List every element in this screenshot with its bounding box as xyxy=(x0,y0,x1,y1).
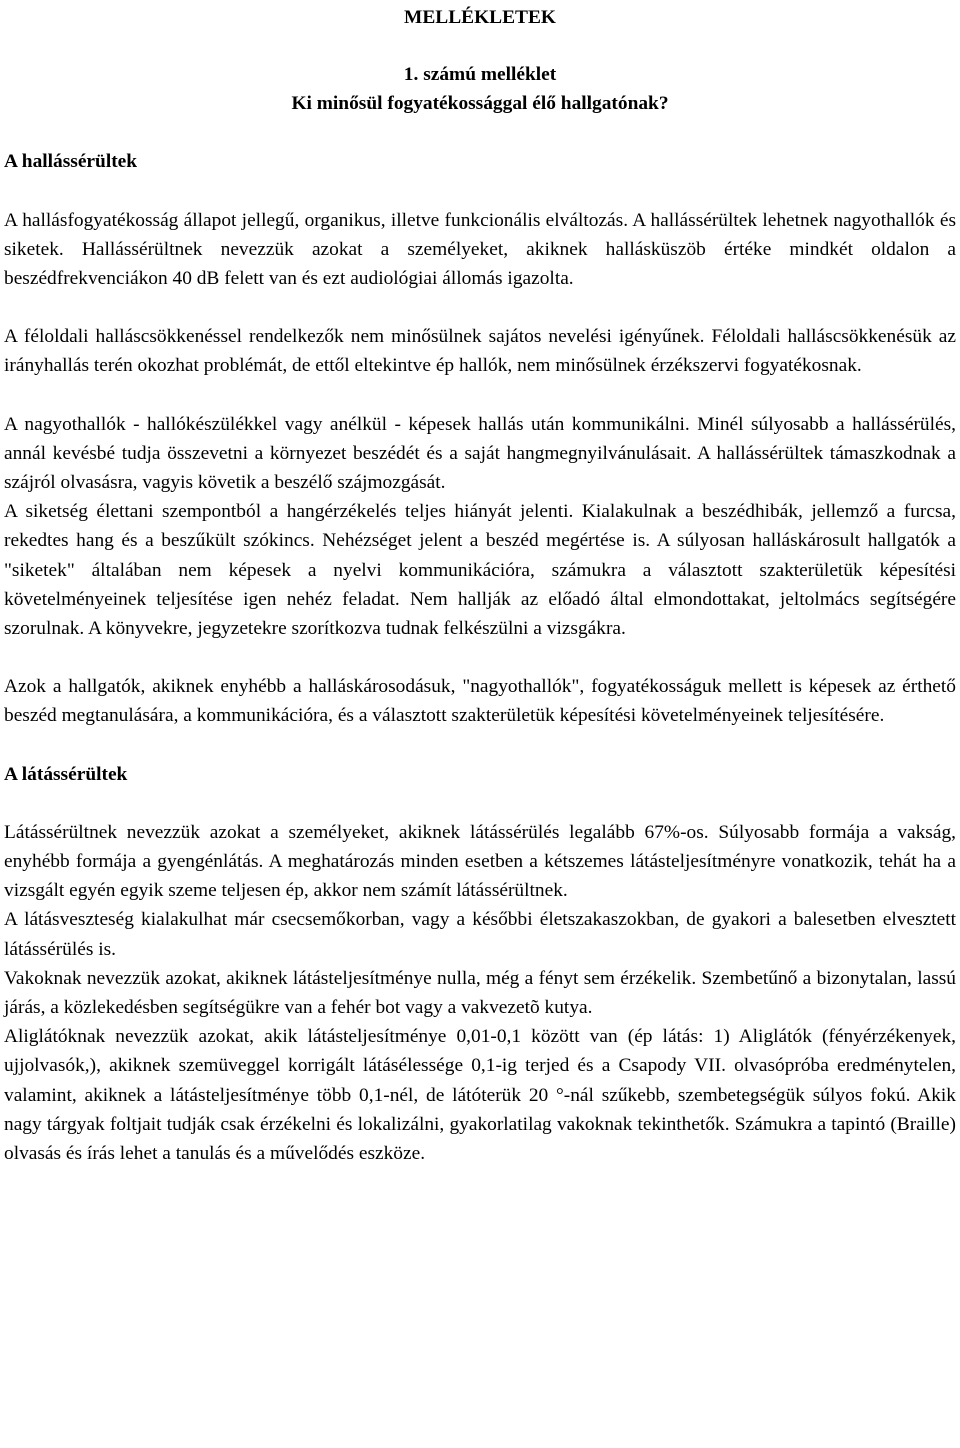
document-title: MELLÉKLETEK xyxy=(404,7,556,28)
annex-question: Ki minősül fogyatékossággal élő hallgatónak? xyxy=(291,93,669,115)
paragraph: Vakoknak nevezzük azokat, akiknek látásteljesítménye nulla, még a fényt sem érzékelik. Szembetűnő a bizonytalan, lassú járás, a közlekedésben segítségükre van a fehér bot vagy a vakvezetõ kutya. xyxy=(4,967,956,1019)
document-page xyxy=(4,0,956,1168)
paragraph: A féloldali halláscsökkenéssel rendelkezők nem minősülnek sajátos nevelési igényűnek. Féloldali halláscsökkenésük az irányhallás terén okozhat problémát, de ettől eltekintve ép hallók, nem minősülnek érzékszervi fogyatékosnak. xyxy=(4,326,956,377)
section-heading-hearing: A hallássérültek xyxy=(4,151,138,173)
paragraph: A látásveszteség kialakulhat már csecsemőkorban, vagy a későbbi életszakaszokban, de gyakori a balesetben elvesztett látássérülés is. xyxy=(4,909,956,960)
spacer xyxy=(4,731,956,760)
annex-heading xyxy=(4,60,956,118)
spacer xyxy=(4,643,956,672)
spacer xyxy=(4,381,956,410)
paragraph: A nagyothallók - hallókészülékkel vagy anélkül - képesek hallás után kommunikálni. Minél súlyosabb a hallássérülés, annál kevésbé tudja összevetni a környezet beszédét és a saját hangmegnyilvánulásait. A hallássérültek támaszkodnak a szájról olvasásra, vagyis követik a beszélő szájmozgását. xyxy=(4,413,956,494)
spacer xyxy=(4,177,956,206)
paragraph: A hallásfogyatékosság állapot jellegű, organikus, illetve funkcionális elváltozás. A hallássérültek lehetnek nagyothallók és siketek. Hallássérültnek nevezzük azokat a személyeket, akiknek hallásküszöb értéke mindkét oldalon a beszédfrekvenciákon 40 dB felett van és ezt audiológiai állomás igazolta. xyxy=(4,209,956,290)
annex-number: 1. számú melléklet xyxy=(403,64,557,85)
spacer xyxy=(4,789,956,818)
spacer xyxy=(4,293,956,322)
section-heading-vision: A látássérültek xyxy=(4,763,128,785)
paragraph: Aliglátóknak nevezzük azokat, akik látásteljesítménye 0,01-0,1 között van (ép látás: 1) Aliglátók (fényérzékenyek, ujjolvasók,), akiknek szemüveggel korrigált látásélessége 0,1-ig terjed és a Csapody VII. olvasópróba eredménytelen, valamint, akiknek a látásteljesítménye több 0,1-nél, de látóterük 20 °-nál szűkebb, szembetegségük súlyos fokú. Akik nagy tárgyak foltjait tudják csak érzékelni és lokalizálni, gyakorlatilag vakoknak tekinthetők. Számukra a tapintó (Braille) olvasás és írás lehet a tanulás és a művelődés eszköze. xyxy=(4,1026,956,1165)
paragraph: A siketség élettani szempontból a hangérzékelés teljes hiányát jelenti. Kialakulnak a beszédhibák, jellemző a furcsa, rekedtes hang és a beszűkült szókincs. Nehézséget jelent a beszéd megértése is. A súlyosan halláskárosult hallgatók a "siketek" általában nem képesek a nyelvi kommunikációra, számukra a választott szakterületük képesítési követelményeinek teljesítése igen nehéz feladat. Nem hallják az előadó által elmondottakat, jeltolmács segítségére szorulnak. A könyvekre, jegyzetekre szorítkozva tudnak felkészülni a vizsgákra. xyxy=(4,501,956,640)
paragraph: Azok a hallgatók, akiknek enyhébb a halláskárosodásuk, "nagyothallók", fogyatékosságuk mellett is képesek az érthető beszéd megtanulására, a kommunikációra, és a választott szakterületük képesítési követelményeinek teljesítésére. xyxy=(4,676,956,727)
paragraph: Látássérültnek nevezzük azokat a személyeket, akiknek látássérülés legalább 67%-os. Súlyosabb formája a vakság, enyhébb formája a gyengénlátás. A meghatározás minden esetben a kétszemes látásteljesítményre vonatkozik, tehát ha a vizsgált egyén egyik szeme teljesen ép, akkor nem számít látássérültnek. xyxy=(4,821,956,902)
spacer xyxy=(4,118,956,147)
